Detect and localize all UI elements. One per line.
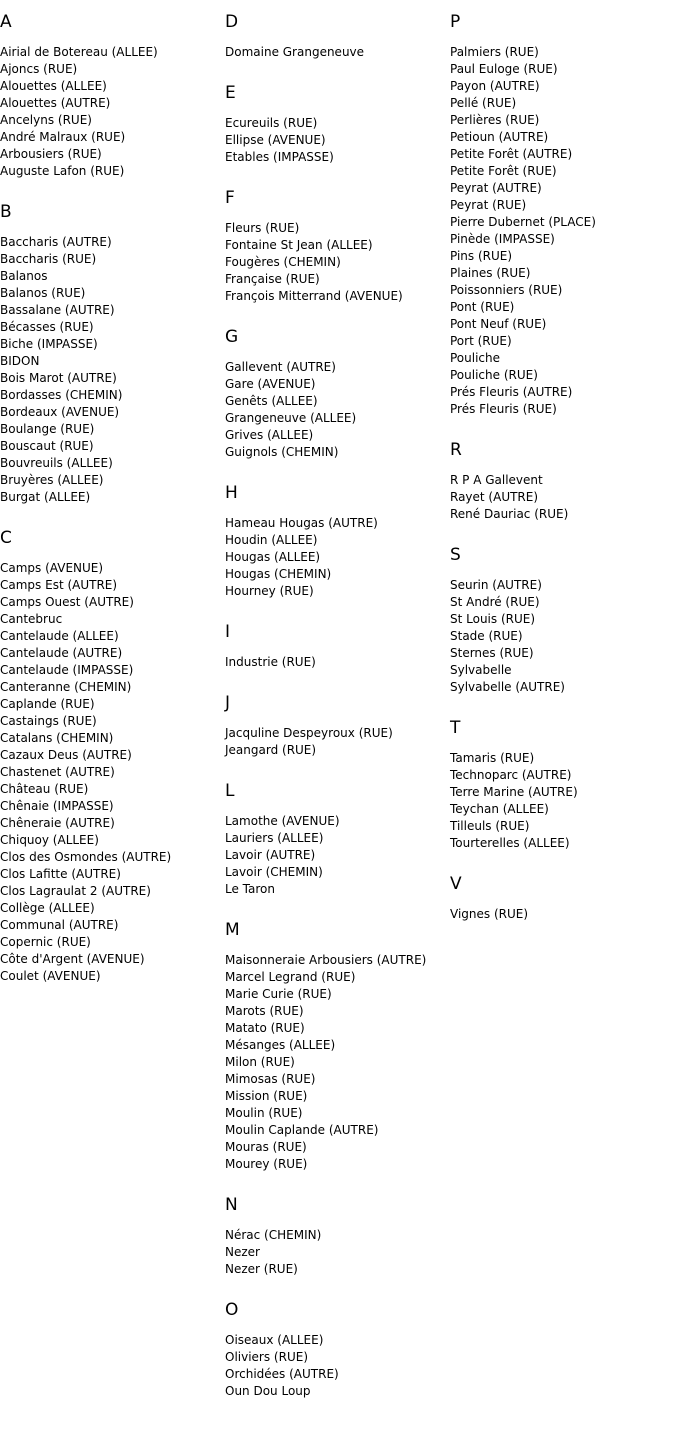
- street-link[interactable]: Guignols (CHEMIN): [225, 445, 339, 459]
- street-link[interactable]: Peyrat (AUTRE): [450, 181, 542, 195]
- street-link[interactable]: Balanos: [0, 269, 48, 283]
- street-link[interactable]: Moulin Caplande (AUTRE): [225, 1123, 379, 1137]
- street-link[interactable]: Cantelaude (IMPASSE): [0, 663, 134, 677]
- street-link[interactable]: Nezer (RUE): [225, 1262, 298, 1276]
- street-link[interactable]: Le Taron: [225, 882, 275, 896]
- street-link[interactable]: Cantebruc: [0, 612, 63, 626]
- index-column-1: [0, 10, 220, 1005]
- letter-section-b: [0, 200, 220, 506]
- letter-section-p: [450, 10, 670, 418]
- letter-section-a: [0, 10, 220, 180]
- street-link[interactable]: René Dauriac (RUE): [450, 507, 569, 521]
- street-link[interactable]: Terre Marine (AUTRE): [450, 785, 578, 799]
- street-link[interactable]: Château (RUE): [0, 782, 89, 796]
- street-link[interactable]: Alouettes (AUTRE): [0, 96, 111, 110]
- street-list: [225, 952, 445, 1173]
- street-list: [225, 654, 445, 671]
- street-link[interactable]: Bordasses (CHEMIN): [0, 388, 123, 402]
- street-link[interactable]: Palmiers (RUE): [450, 45, 539, 59]
- street-link[interactable]: Grives (ALLEE): [225, 428, 314, 442]
- street-link[interactable]: Tilleuls (RUE): [450, 819, 530, 833]
- street-link[interactable]: Petioun (AUTRE): [450, 130, 549, 144]
- letter-section-t: [450, 716, 670, 852]
- street-link[interactable]: Prés Fleuris (RUE): [450, 402, 557, 416]
- letter-section-r: [450, 438, 670, 523]
- letter-section-v: [450, 872, 670, 923]
- street-link[interactable]: Hougas (CHEMIN): [225, 567, 332, 581]
- street-link[interactable]: Jacquline Despeyroux (RUE): [225, 726, 393, 740]
- street-link[interactable]: Arbousiers (RUE): [0, 147, 102, 161]
- street-link[interactable]: Sylvabelle: [450, 663, 512, 677]
- street-link[interactable]: Mimosas (RUE): [225, 1072, 316, 1086]
- letter-heading: F: [225, 188, 235, 208]
- street-link[interactable]: Bois Marot (AUTRE): [0, 371, 117, 385]
- street-list: [450, 472, 670, 523]
- street-link[interactable]: Tourterelles (ALLEE): [450, 836, 570, 850]
- street-list: [0, 560, 220, 985]
- street-link[interactable]: Oliviers (RUE): [225, 1350, 308, 1364]
- street-link[interactable]: Oiseaux (ALLEE): [225, 1333, 324, 1347]
- street-link[interactable]: Bruyères (ALLEE): [0, 473, 104, 487]
- letter-section-m: [225, 918, 445, 1173]
- street-link[interactable]: Gare (AVENUE): [225, 377, 316, 391]
- street-link[interactable]: André Malraux (RUE): [0, 130, 126, 144]
- street-link[interactable]: Marots (RUE): [225, 1004, 304, 1018]
- street-link[interactable]: Moulin (RUE): [225, 1106, 303, 1120]
- street-link[interactable]: Gallevent (AUTRE): [225, 360, 336, 374]
- street-link[interactable]: Biche (IMPASSE): [0, 337, 98, 351]
- street-link[interactable]: Orchidées (AUTRE): [225, 1367, 339, 1381]
- street-link[interactable]: Pellé (RUE): [450, 96, 517, 110]
- letter-section-s: [450, 543, 670, 696]
- letter-heading: J: [225, 693, 231, 713]
- street-list: [0, 44, 220, 180]
- street-link[interactable]: Alouettes (ALLEE): [0, 79, 107, 93]
- street-link[interactable]: Teychan (ALLEE): [450, 802, 549, 816]
- street-link[interactable]: Pouliche (RUE): [450, 368, 538, 382]
- street-link[interactable]: Mourey (RUE): [225, 1157, 308, 1171]
- street-link[interactable]: Cazaux Deus (AUTRE): [0, 748, 132, 762]
- street-link[interactable]: Nérac (CHEMIN): [225, 1228, 322, 1242]
- letter-heading: C: [0, 528, 12, 548]
- letter-heading: V: [450, 874, 462, 894]
- street-link[interactable]: Bassalane (AUTRE): [0, 303, 115, 317]
- street-link[interactable]: Sylvabelle (AUTRE): [450, 680, 565, 694]
- letter-section-g: [225, 325, 445, 461]
- street-link[interactable]: Bordeaux (AVENUE): [0, 405, 120, 419]
- letter-section-o: [225, 1298, 445, 1400]
- street-link[interactable]: R P A Gallevent: [450, 473, 543, 487]
- street-link[interactable]: Prés Fleuris (AUTRE): [450, 385, 573, 399]
- street-link[interactable]: Payon (AUTRE): [450, 79, 540, 93]
- street-list: [225, 515, 445, 600]
- street-link[interactable]: St Louis (RUE): [450, 612, 536, 626]
- letter-heading: D: [225, 12, 239, 32]
- street-link[interactable]: Etables (IMPASSE): [225, 150, 334, 164]
- street-link[interactable]: Sternes (RUE): [450, 646, 534, 660]
- street-list: [450, 577, 670, 696]
- letter-section-e: [225, 81, 445, 166]
- street-list: [225, 1227, 445, 1278]
- letter-heading: P: [450, 12, 461, 32]
- street-link[interactable]: Marcel Legrand (RUE): [225, 970, 356, 984]
- street-link[interactable]: Maisonneraie Arbousiers (AUTRE): [225, 953, 427, 967]
- letter-heading: H: [225, 483, 238, 503]
- letter-heading: M: [225, 920, 240, 940]
- street-link[interactable]: Ecureuils (RUE): [225, 116, 318, 130]
- street-link[interactable]: Domaine Grangeneuve: [225, 45, 365, 59]
- street-list: [225, 359, 445, 461]
- letter-heading: G: [225, 327, 239, 347]
- street-list: [0, 234, 220, 506]
- street-link[interactable]: Peyrat (RUE): [450, 198, 527, 212]
- street-link[interactable]: Ellipse (AVENUE): [225, 133, 326, 147]
- street-list: [450, 906, 670, 923]
- street-link[interactable]: Française (RUE): [225, 272, 320, 286]
- street-link[interactable]: Pinède (IMPASSE): [450, 232, 555, 246]
- street-link[interactable]: Pins (RUE): [450, 249, 513, 263]
- street-link[interactable]: Oun Dou Loup: [225, 1384, 311, 1398]
- street-link[interactable]: Burgat (ALLEE): [0, 490, 91, 504]
- street-link[interactable]: Port (RUE): [450, 334, 512, 348]
- letter-heading: O: [225, 1300, 239, 1320]
- street-link[interactable]: Fontaine St Jean (ALLEE): [225, 238, 373, 252]
- street-link[interactable]: Pont Neuf (RUE): [450, 317, 547, 331]
- letter-section-h: [225, 481, 445, 600]
- street-link[interactable]: Cantelaude (ALLEE): [0, 629, 119, 643]
- street-link[interactable]: Ajoncs (RUE): [0, 62, 78, 76]
- letter-section-i: [225, 620, 445, 671]
- street-link[interactable]: Bouscaut (RUE): [0, 439, 94, 453]
- street-link[interactable]: Milon (RUE): [225, 1055, 295, 1069]
- street-link[interactable]: Vignes (RUE): [450, 907, 529, 921]
- street-link[interactable]: Pont (RUE): [450, 300, 515, 314]
- street-link[interactable]: Marie Curie (RUE): [225, 987, 332, 1001]
- street-link[interactable]: Baccharis (AUTRE): [0, 235, 112, 249]
- street-link[interactable]: Ancelyns (RUE): [0, 113, 92, 127]
- street-link[interactable]: Industrie (RUE): [225, 655, 316, 669]
- street-list: [450, 750, 670, 852]
- street-link[interactable]: Mouras (RUE): [225, 1140, 307, 1154]
- index-column-3: [450, 10, 670, 943]
- street-link[interactable]: Collège (ALLEE): [0, 901, 95, 915]
- street-link[interactable]: Communal (AUTRE): [0, 918, 119, 932]
- street-link[interactable]: Auguste Lafon (RUE): [0, 164, 125, 178]
- letter-section-c: [0, 526, 220, 985]
- street-link[interactable]: Caplande (RUE): [0, 697, 95, 711]
- index-column-2: [225, 10, 445, 1420]
- street-link[interactable]: St André (RUE): [450, 595, 540, 609]
- street-link[interactable]: Nezer: [225, 1245, 260, 1259]
- letter-heading: A: [0, 12, 12, 32]
- street-link[interactable]: Poissonniers (RUE): [450, 283, 563, 297]
- street-list: [225, 220, 445, 305]
- street-link[interactable]: Grangeneuve (ALLEE): [225, 411, 357, 425]
- street-link[interactable]: Catalans (CHEMIN): [0, 731, 114, 745]
- letter-heading: N: [225, 1195, 238, 1215]
- street-link[interactable]: Mésanges (ALLEE): [225, 1038, 336, 1052]
- street-list: [225, 1332, 445, 1400]
- street-link[interactable]: Coulet (AVENUE): [0, 969, 101, 983]
- street-link[interactable]: Cantelaude (AUTRE): [0, 646, 123, 660]
- street-link[interactable]: Mission (RUE): [225, 1089, 308, 1103]
- letter-section-n: [225, 1193, 445, 1278]
- street-link[interactable]: Stade (RUE): [450, 629, 523, 643]
- street-link[interactable]: Balanos (RUE): [0, 286, 86, 300]
- letter-heading: L: [225, 781, 235, 801]
- street-link[interactable]: Fougères (CHEMIN): [225, 255, 341, 269]
- street-link[interactable]: Copernic (RUE): [0, 935, 91, 949]
- street-link[interactable]: Technoparc (AUTRE): [450, 768, 572, 782]
- street-link[interactable]: Houdin (ALLEE): [225, 533, 318, 547]
- letter-heading: R: [450, 440, 462, 460]
- street-link[interactable]: Pouliche: [450, 351, 501, 365]
- street-link[interactable]: François Mitterrand (AVENUE): [225, 289, 403, 303]
- street-link[interactable]: Paul Euloge (RUE): [450, 62, 558, 76]
- letter-section-f: [225, 186, 445, 305]
- street-link[interactable]: Petite Forêt (RUE): [450, 164, 557, 178]
- street-link[interactable]: Chiquoy (ALLEE): [0, 833, 99, 847]
- street-link[interactable]: Hameau Hougas (AUTRE): [225, 516, 378, 530]
- street-link[interactable]: Chastenet (AUTRE): [0, 765, 115, 779]
- street-link[interactable]: Genêts (ALLEE): [225, 394, 318, 408]
- street-link[interactable]: Camps Est (AUTRE): [0, 578, 118, 592]
- street-link[interactable]: Clos Lafitte (AUTRE): [0, 867, 121, 881]
- street-link[interactable]: Rayet (AUTRE): [450, 490, 539, 504]
- street-link[interactable]: Clos des Osmondes (AUTRE): [0, 850, 172, 864]
- street-link[interactable]: Hougas (ALLEE): [225, 550, 321, 564]
- street-link[interactable]: Tamaris (RUE): [450, 751, 535, 765]
- street-link[interactable]: Lavoir (CHEMIN): [225, 865, 323, 879]
- street-link[interactable]: Fleurs (RUE): [225, 221, 300, 235]
- street-link[interactable]: BIDON: [0, 354, 40, 368]
- street-link[interactable]: Perlières (RUE): [450, 113, 540, 127]
- letter-section-j: [225, 691, 445, 759]
- letter-heading: B: [0, 202, 12, 222]
- street-link[interactable]: Lamothe (AVENUE): [225, 814, 340, 828]
- street-list: [225, 725, 445, 759]
- street-link[interactable]: Jeangard (RUE): [225, 743, 317, 757]
- letter-heading: T: [450, 718, 461, 738]
- street-list: [450, 44, 670, 418]
- street-link[interactable]: Matato (RUE): [225, 1021, 305, 1035]
- street-link[interactable]: Airial de Botereau (ALLEE): [0, 45, 158, 59]
- street-link[interactable]: Canteranne (CHEMIN): [0, 680, 132, 694]
- street-link[interactable]: Boulange (RUE): [0, 422, 95, 436]
- street-link[interactable]: Lauriers (ALLEE): [225, 831, 324, 845]
- street-link[interactable]: Pierre Dubernet (PLACE): [450, 215, 596, 229]
- street-link[interactable]: Camps Ouest (AUTRE): [0, 595, 134, 609]
- street-link[interactable]: Plaines (RUE): [450, 266, 531, 280]
- street-link[interactable]: Baccharis (RUE): [0, 252, 97, 266]
- street-list: [225, 115, 445, 166]
- street-link[interactable]: Lavoir (AUTRE): [225, 848, 316, 862]
- street-link[interactable]: Bouvreuils (ALLEE): [0, 456, 113, 470]
- street-link[interactable]: Castaings (RUE): [0, 714, 97, 728]
- street-link[interactable]: Hourney (RUE): [225, 584, 314, 598]
- street-list: [225, 44, 445, 61]
- letter-section-d: [225, 10, 445, 61]
- street-link[interactable]: Clos Lagraulat 2 (AUTRE): [0, 884, 151, 898]
- street-link[interactable]: Petite Forêt (AUTRE): [450, 147, 573, 161]
- street-link[interactable]: Côte d'Argent (AVENUE): [0, 952, 145, 966]
- street-link[interactable]: Chênaie (IMPASSE): [0, 799, 114, 813]
- street-link[interactable]: Camps (AVENUE): [0, 561, 104, 575]
- letter-heading: S: [450, 545, 461, 565]
- street-link[interactable]: Chêneraie (AUTRE): [0, 816, 115, 830]
- street-link[interactable]: Bécasses (RUE): [0, 320, 94, 334]
- street-list: [225, 813, 445, 898]
- letter-heading: E: [225, 83, 236, 103]
- street-link[interactable]: Seurin (AUTRE): [450, 578, 542, 592]
- letter-section-l: [225, 779, 445, 898]
- letter-heading: I: [225, 622, 231, 642]
